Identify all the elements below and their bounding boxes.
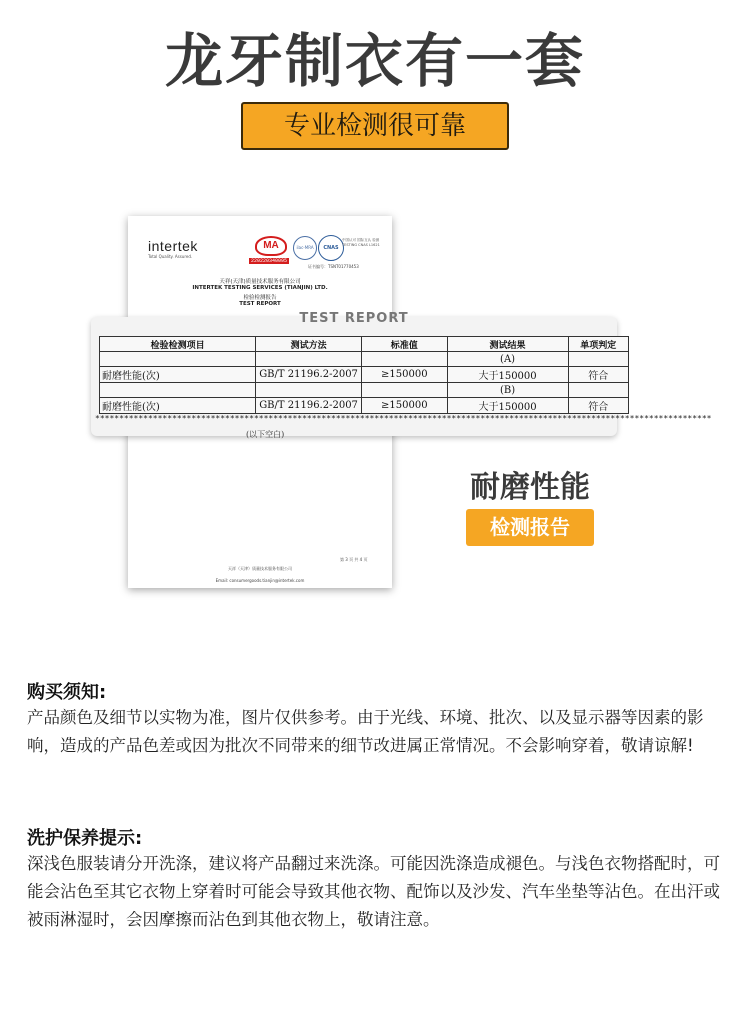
care-tips-heading: 洗护保养提示: (27, 828, 143, 849)
cnas-logo: CNAS (318, 235, 344, 261)
cell-method: GB/T 21196.2-2007 (256, 367, 362, 383)
logo-tagline: Total Quality. Assured. (148, 254, 193, 259)
certificate-number: 证书编号：TSNT01770453 (308, 264, 359, 269)
col-header-standard: 标准值 (361, 337, 447, 352)
report-badge: 检测报告 (466, 509, 594, 546)
care-tips-body: 深浅色服装请分开洗涤，建议将产品翻过来洗涤。可能因洗涤造成褪色。与浅色衣物搭配时，可能会沾色至其它衣物上穿着时可能会导致其他衣物、配饰以及沙发、汽车坐垫等沾色。在出汗或被雨淋湿时，会因摩擦而沾色到其他衣物上，敬请注意。 (27, 854, 720, 929)
cell-verdict: 符合 (568, 367, 628, 383)
table-header-row (100, 337, 629, 352)
sample-group-b: (B) (447, 383, 568, 398)
table-row (100, 367, 629, 383)
purchase-notice-heading: 购买须知: (27, 682, 107, 703)
company-name-cn: 天祥(天津)质量技术服务有限公司 (219, 279, 301, 285)
results-table (99, 336, 629, 414)
col-header-verdict: 单项判定 (568, 337, 628, 352)
report-title-cn: 检验检测报告 (243, 295, 277, 301)
cell-result: 大于150000 (447, 398, 568, 414)
cell-verdict: 符合 (568, 398, 628, 414)
table-row (100, 398, 629, 414)
cell-standard: ≥150000 (361, 367, 447, 383)
star-divider: ******************************************************************************************************************************** (95, 414, 712, 423)
cell-item: 耐磨性能(次) (100, 367, 256, 383)
col-header-method: 测试方法 (256, 337, 362, 352)
cell-standard: ≥150000 (361, 398, 447, 414)
report-title-en: TEST REPORT (239, 301, 281, 307)
cell-result: 大于150000 (447, 367, 568, 383)
intertek-logo: intertek (148, 238, 198, 254)
col-header-result: 测试结果 (447, 337, 568, 352)
ma-number: 220220340095 (251, 258, 288, 264)
report-page-number: 第 3 页 共 4 页 (340, 557, 368, 562)
subtitle-badge: 专业检测很可靠 (241, 102, 509, 150)
cnas-cert-text: 中国认可 国际互认 检测 TESTING CNAS L1621 (342, 238, 380, 247)
table-row (100, 383, 629, 398)
ilac-logo: ilac-MRA (293, 236, 317, 260)
results-table-zoom (91, 311, 712, 436)
table-row (100, 352, 629, 367)
report-footer-email: Email: consumergoods.tianjin@intertek.com (215, 578, 305, 583)
ghost-heading: TEST REPORT (299, 311, 409, 326)
cell-method: GB/T 21196.2-2007 (256, 398, 362, 414)
report-footer-company: 天祥（天津）质量技术服务有限公司 (228, 566, 292, 571)
cell-item: 耐磨性能(次) (100, 398, 256, 414)
performance-title: 耐磨性能 (470, 470, 590, 505)
sample-group-a: (A) (447, 352, 568, 367)
ma-logo: MA (255, 236, 287, 256)
blank-below-note: (以下空白) (246, 430, 285, 439)
page-title: 龙牙制衣有一套 (164, 27, 585, 95)
purchase-notice-body: 产品颜色及细节以实物为准，图片仅供参考。由于光线、环境、批次、以及显示器等因素的影响，造成的产品色差或因为批次不同带来的细节改进属正常情况。不会影响穿着，敬请谅解! (27, 708, 704, 755)
company-name-en: INTERTEK TESTING SERVICES (TIANJIN) LTD. (192, 285, 328, 291)
col-header-item: 检验检测项目 (100, 337, 256, 352)
